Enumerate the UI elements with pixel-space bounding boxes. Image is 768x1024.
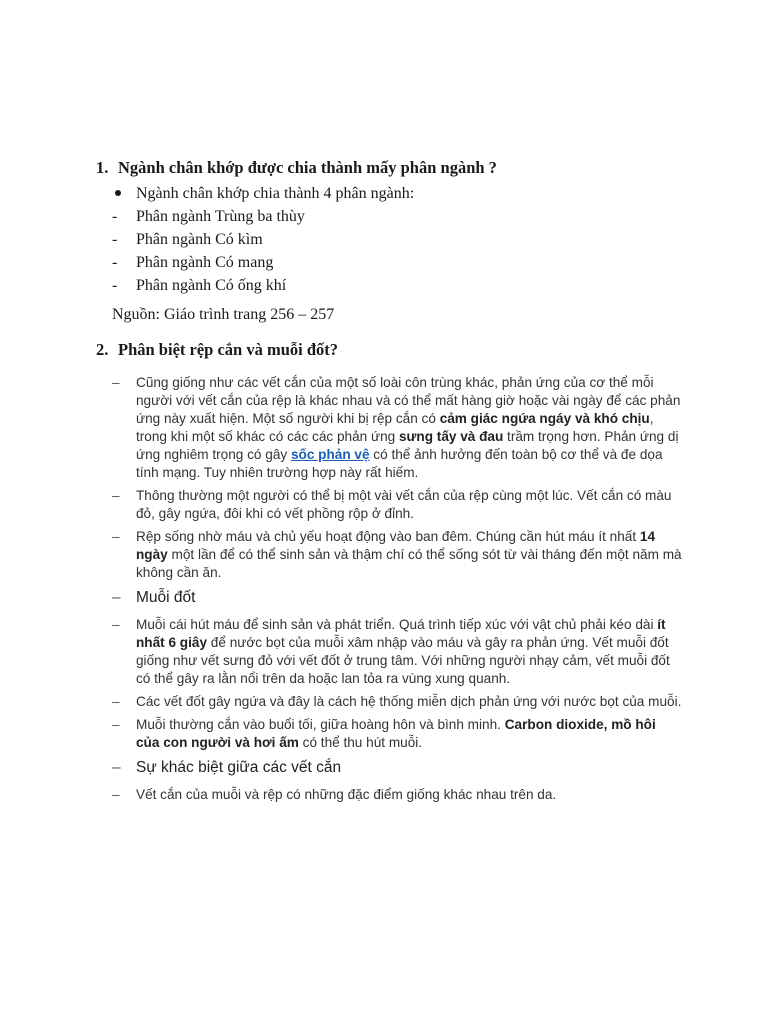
bold-phrase: sưng tấy và đau	[399, 429, 504, 444]
question-1-title: Ngành chân khớp được chia thành mấy phân ngành ?	[118, 158, 497, 177]
subphylum-tracheata: Phân ngành Có ống khí	[136, 277, 287, 294]
list-item: – Các vết đốt gây ngứa và đây là cách hệ thống miễn dịch phản ứng với nước bọt của muỗi.	[112, 694, 682, 709]
anaphylaxis-link[interactable]: sốc phản vệ	[290, 447, 370, 462]
subheading-bite-differences: – Sự khác biệt giữa các vết cắn	[112, 759, 342, 776]
list-item	[112, 182, 414, 205]
subheading-mosquito-bites: – Muỗi đốt	[112, 589, 196, 606]
bullet-icon	[112, 182, 132, 205]
list-item	[112, 228, 414, 251]
dash-icon: -	[112, 208, 118, 225]
answer-1-list	[112, 182, 414, 297]
question-1-heading	[96, 158, 497, 178]
list-item: – Thông thường một người có thể bị một vài vết cắn của rệp cùng một lúc. Vết cắn có màu đỏ, gây ngứa, đôi khi có vết phồng rộp ở đỉnh.	[112, 488, 672, 521]
source-citation: Nguồn: Giáo trình trang 256 – 257	[112, 306, 335, 323]
list-item: – Muỗi thường cắn vào buổi tối, giữa hoàng hôn và bình minh. Carbon dioxide, mồ hôi của con người và hơi ấm có thể thu hút muỗi.	[112, 717, 656, 750]
question-2-title: Phân biệt rệp cắn và muỗi đốt?	[118, 340, 339, 359]
list-item	[112, 274, 414, 297]
subphylum-crustacea: Phân ngành Có mang	[136, 254, 274, 271]
answer-1-bullet-text: Ngành chân khớp chia thành 4 phân ngành:	[136, 185, 415, 202]
subphylum-chelicerata: Phân ngành Có kìm	[136, 231, 263, 248]
list-item: – Vết cắn của muỗi và rệp có những đặc điểm giống khác nhau trên da.	[112, 787, 557, 802]
dash-icon: –	[112, 787, 120, 802]
subphylum-trilobita: Phân ngành Trùng ba thùy	[136, 208, 305, 225]
answer-2-list	[112, 374, 682, 809]
dash-icon: –	[112, 617, 120, 632]
question-2-number: 2.	[96, 340, 109, 359]
dash-icon: -	[112, 254, 118, 271]
bold-phrase: cảm giác ngứa ngáy và khó chịu	[439, 411, 650, 426]
list-item: – Cũng giống như các vết cắn của một số loài côn trùng khác, phản ứng của cơ thể mỗi người với vết cắn của rệp là khác nhau và có thể mất hàng giờ hoặc vài ngày để các phản ứng này xuất hiện. Một số người khi bị rệp cắn có cảm giác ngứa ngáy và khó chịu, trong khi một số khác có các các phản ứng sưng tấy và đau trầm trọng hơn. Phản ứng dị ứng nghiêm trọng có gây sốc phản vệ có thể ảnh hưởng đến toàn bộ cơ thể và đe dọa tính mạng. Tuy nhiên trường hợp này rất hiếm.	[112, 375, 681, 480]
dash-icon: –	[112, 529, 120, 544]
dash-icon: –	[112, 694, 120, 709]
dash-icon: –	[112, 589, 121, 606]
dash-icon: –	[112, 488, 120, 503]
question-1-number: 1.	[96, 158, 109, 177]
list-item: – Rệp sống nhờ máu và chủ yếu hoạt động vào ban đêm. Chúng cần hút máu ít nhất 14 ngày một lần để có thể sinh sản và thậm chí có thể sống sót từ vài tháng đến một năm mà không cần ăn.	[112, 529, 682, 580]
bold-phrase: ít nhất 6 giây	[136, 617, 666, 650]
list-item: – Muỗi cái hút máu để sinh sản và phát triển. Quá trình tiếp xúc với vật chủ phải kéo dài ít nhất 6 giây để nước bọt của muỗi xâm nhập vào máu và gây ra phản ứng. Vết muỗi đốt giống như vết sưng đỏ với vết đốt ở trung tâm. Với những người nhạy cảm, vết muỗi đốt có thể gây ra lằn nổi trên da hoặc lan tỏa ra vùng xung quanh.	[112, 617, 670, 686]
list-item	[112, 205, 414, 228]
dash-icon: –	[112, 375, 120, 390]
dash-icon: -	[112, 231, 118, 248]
question-2-heading	[96, 340, 338, 360]
dash-icon: –	[112, 717, 120, 732]
bold-phrase: 14 ngày	[136, 529, 656, 562]
dash-icon: -	[112, 277, 118, 294]
list-item	[112, 251, 414, 274]
bold-phrase: Carbon dioxide, mồ hôi của con người và hơi ấm	[136, 717, 656, 750]
dash-icon: –	[112, 759, 121, 776]
